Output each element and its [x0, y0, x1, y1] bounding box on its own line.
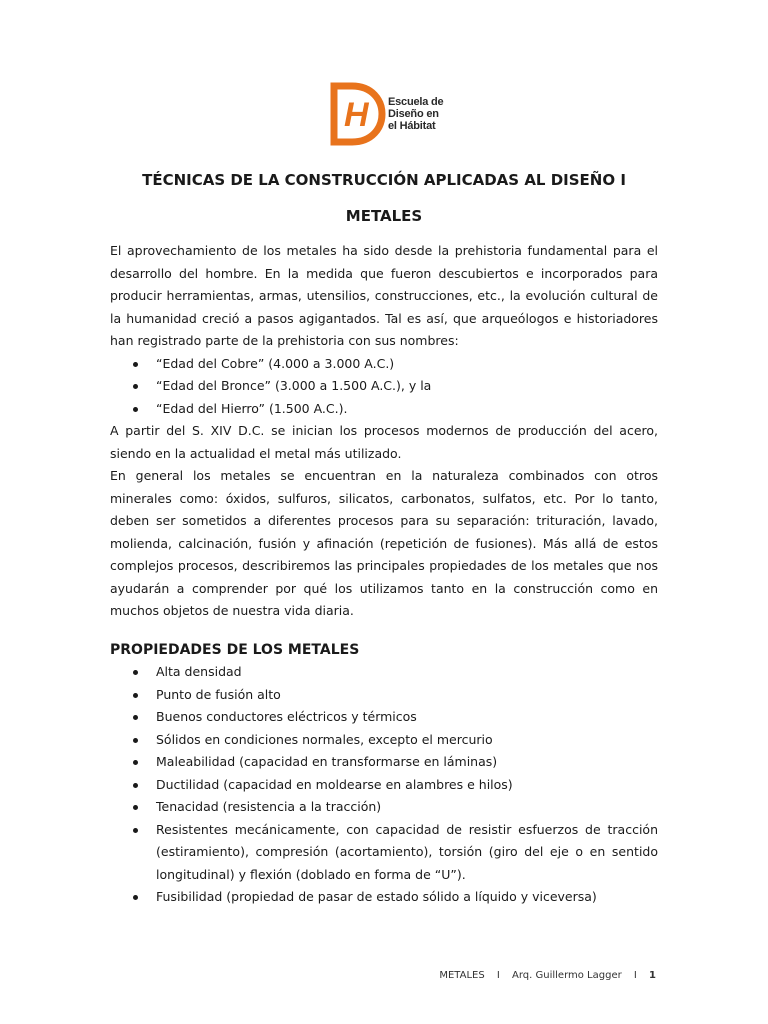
- page-footer: [439, 970, 656, 981]
- list-item: Maleabilidad (capacidad en transformarse en láminas): [110, 751, 658, 774]
- list-item: “Edad del Hierro” (1.500 A.C.).: [110, 398, 658, 421]
- footer-author: Arq. Guillermo Lagger: [512, 970, 622, 981]
- footer-separator: I: [633, 970, 637, 981]
- properties-heading: PROPIEDADES DE LOS METALES: [110, 641, 360, 658]
- intro-paragraph: El aprovechamiento de los metales ha sido desde la prehistoria fundamental para el desarrollo del hombre. En la medida que fueron descubiertos e incorporados para producir herramientas, armas, utensilios, construcciones, etc., la evolución cultural de la humanidad creció a pasos agigantados. Tal es así, que arqueólogos e historiadores han registrado parte de la prehistoria con sus nombres:: [110, 243, 658, 348]
- list-item: Punto de fusión alto: [110, 684, 658, 707]
- school-logo: [328, 80, 448, 148]
- list-item: “Edad del Cobre” (4.000 a 3.000 A.C.): [110, 353, 658, 376]
- dh-logo-icon: [328, 80, 386, 148]
- list-item: Buenos conductores eléctricos y térmicos: [110, 706, 658, 729]
- list-item: Resistentes mecánicamente, con capacidad de resistir esfuerzos de tracción (estiramiento), compresión (acortamiento), torsión (giro del eje o en sentido longitudinal) y flexión (doblado en forma de “U”).: [110, 819, 658, 887]
- document-title: TÉCNICAS DE LA CONSTRUCCIÓN APLICADAS AL DISEÑO I: [142, 171, 626, 189]
- logo-line-2: Diseño en: [388, 108, 439, 120]
- list-item: Tenacidad (resistencia a la tracción): [110, 796, 658, 819]
- logo-line-3: el Hábitat: [388, 120, 436, 132]
- footer-separator: I: [496, 970, 500, 981]
- list-item: Ductilidad (capacidad en moldearse en alambres e hilos): [110, 774, 658, 797]
- processes-paragraph: En general los metales se encuentran en la naturaleza combinados con otros minerales como: óxidos, sulfuros, silicatos, carbonatos, sulfatos, etc. Por lo tanto, deben ser sometidos a diferentes procesos para su separación: trituración, lavado, molienda, calcinación, fusión y afinación (repetición de fusiones). Más allá de estos complejos procesos, describiremos las principales propiedades de los metales que nos ayudarán a comprender por qué los utilizamos tanto en la construcción como en muchos objetos de nuestra vida diaria.: [110, 468, 658, 618]
- logo-text: [388, 96, 443, 132]
- list-item: Alta densidad: [110, 661, 658, 684]
- steel-paragraph: A partir del S. XIV D.C. se inician los procesos modernos de producción del acero, siendo en la actualidad el metal más utilizado.: [110, 423, 658, 461]
- list-item: “Edad del Bronce” (3.000 a 1.500 A.C.), y la: [110, 375, 658, 398]
- list-item: Sólidos en condiciones normales, excepto el mercurio: [110, 729, 658, 752]
- svg-text:H: H: [344, 96, 369, 134]
- footer-section: METALES: [439, 970, 485, 981]
- ages-list: [110, 353, 658, 421]
- logo-line-1: Escuela de: [388, 96, 444, 108]
- document-body: [110, 240, 658, 909]
- properties-list: [110, 661, 658, 909]
- document-subtitle: METALES: [345, 207, 423, 225]
- page-number: 1: [649, 970, 656, 981]
- list-item: Fusibilidad (propiedad de pasar de estado sólido a líquido y viceversa): [110, 886, 658, 909]
